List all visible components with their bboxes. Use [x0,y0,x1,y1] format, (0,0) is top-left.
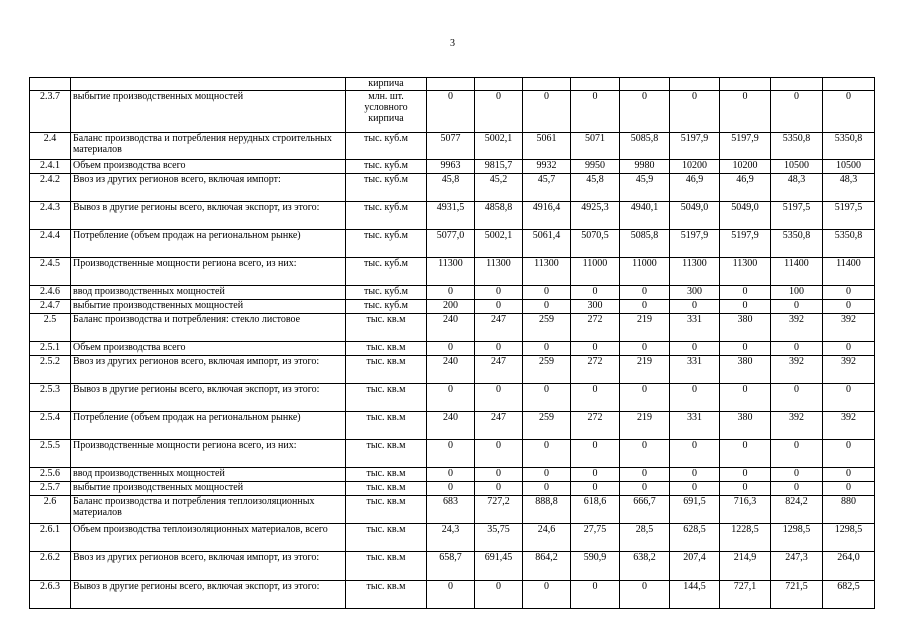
value-cell: 824,2 [771,496,823,524]
value-cell: 0 [571,482,620,496]
value-cell: 0 [427,91,475,133]
row-code: 2.5.6 [30,468,71,482]
value-cell: 219 [620,314,670,342]
table-row [30,230,875,258]
row-name: Ввоз из других регионов всего, включая импорт, из этого: [71,356,346,384]
value-cell: 5197,5 [823,202,875,230]
value-cell: 0 [523,581,571,609]
value-cell: 0 [720,468,771,482]
value-cell: 0 [720,91,771,133]
row-code: 2.5.7 [30,482,71,496]
value-cell: 5077,0 [427,230,475,258]
row-unit: тыс. кв.м [346,581,427,609]
table-row [30,412,875,440]
row-code: 2.4.6 [30,286,71,300]
table-row [30,482,875,496]
row-unit: тыс. куб.м [346,133,427,160]
row-unit: тыс. кв.м [346,496,427,524]
row-code: 2.4 [30,133,71,160]
row-name: ввод производственных мощностей [71,468,346,482]
value-cell: 0 [620,286,670,300]
row-code: 2.6 [30,496,71,524]
value-cell: 5061 [523,133,571,160]
value-cell: 0 [523,440,571,468]
table-row [30,552,875,581]
row-name: выбытие производственных мощностей [71,300,346,314]
value-cell: 272 [571,412,620,440]
value-cell: 0 [670,440,720,468]
value-cell: 207,4 [670,552,720,581]
value-cell: 24,6 [523,524,571,552]
value-cell: 0 [427,468,475,482]
value-cell: 0 [620,384,670,412]
value-cell: 100 [771,286,823,300]
value-cell: 272 [571,356,620,384]
value-cell: 392 [823,314,875,342]
value-cell: 0 [823,342,875,356]
value-cell: 272 [571,314,620,342]
value-cell: 5197,9 [720,133,771,160]
row-unit: тыс. куб.м [346,202,427,230]
row-unit: тыс. куб.м [346,230,427,258]
value-cell: 10200 [720,160,771,174]
value-cell: 0 [720,300,771,314]
value-cell: 5002,1 [475,133,523,160]
value-cell: 264,0 [823,552,875,581]
value-cell [771,78,823,91]
value-cell: 247,3 [771,552,823,581]
value-cell: 0 [475,440,523,468]
row-name: Баланс производства и потребления: стекло листовое [71,314,346,342]
value-cell: 0 [823,468,875,482]
table-row [30,300,875,314]
value-cell [571,78,620,91]
row-unit: тыс. кв.м [346,314,427,342]
table-row [30,342,875,356]
value-cell: 5197,9 [720,230,771,258]
row-unit: тыс. кв.м [346,468,427,482]
value-cell: 380 [720,356,771,384]
value-cell: 5350,8 [771,230,823,258]
row-code: 2.3.7 [30,91,71,133]
value-cell [670,78,720,91]
row-code: 2.6.1 [30,524,71,552]
balance-table [29,77,875,609]
value-cell: 5350,8 [823,230,875,258]
row-unit: тыс. куб.м [346,258,427,286]
value-cell: 638,2 [620,552,670,581]
value-cell: 683 [427,496,475,524]
value-cell: 0 [771,440,823,468]
value-cell: 9950 [571,160,620,174]
value-cell: 11000 [620,258,670,286]
value-cell: 1228,5 [720,524,771,552]
value-cell: 219 [620,412,670,440]
row-code: 2.4.3 [30,202,71,230]
value-cell: 392 [823,412,875,440]
value-cell: 0 [427,581,475,609]
value-cell: 247 [475,356,523,384]
row-name: Баланс производства и потребления теплоизоляционных материалов [71,496,346,524]
value-cell: 0 [771,91,823,133]
value-cell: 0 [720,440,771,468]
value-cell: 5197,5 [771,202,823,230]
table-row [30,160,875,174]
value-cell: 0 [720,342,771,356]
value-cell: 0 [475,468,523,482]
value-cell: 0 [670,482,720,496]
row-unit: тыс. кв.м [346,440,427,468]
value-cell: 682,5 [823,581,875,609]
row-code: 2.4.2 [30,174,71,202]
value-cell: 46,9 [670,174,720,202]
value-cell: 0 [523,91,571,133]
table-row [30,91,875,133]
value-cell: 0 [427,384,475,412]
value-cell: 27,75 [571,524,620,552]
value-cell: 0 [523,468,571,482]
value-cell: 300 [670,286,720,300]
row-name: Ввоз из других регионов всего, включая импорт: [71,174,346,202]
row-unit: тыс. кв.м [346,524,427,552]
value-cell: 0 [571,286,620,300]
value-cell: 0 [823,91,875,133]
value-cell: 11300 [523,258,571,286]
value-cell: 0 [771,482,823,496]
table-row [30,524,875,552]
value-cell: 144,5 [670,581,720,609]
value-cell: 5002,1 [475,230,523,258]
value-cell: 11400 [823,258,875,286]
row-name: Производственные мощности региона всего, из них: [71,258,346,286]
value-cell: 628,5 [670,524,720,552]
value-cell: 0 [670,468,720,482]
table-row [30,258,875,286]
row-code: 2.4.7 [30,300,71,314]
value-cell: 259 [523,356,571,384]
value-cell: 666,7 [620,496,670,524]
value-cell: 219 [620,356,670,384]
value-cell: 0 [620,342,670,356]
value-cell: 0 [670,384,720,412]
value-cell: 392 [823,356,875,384]
value-cell: 11000 [571,258,620,286]
value-cell: 0 [620,300,670,314]
table-row [30,78,875,91]
value-cell: 0 [523,342,571,356]
value-cell: 380 [720,314,771,342]
value-cell: 0 [475,286,523,300]
value-cell: 590,9 [571,552,620,581]
value-cell: 259 [523,412,571,440]
row-code: 2.4.1 [30,160,71,174]
value-cell: 11300 [475,258,523,286]
value-cell: 0 [620,482,670,496]
value-cell: 4940,1 [620,202,670,230]
value-cell: 240 [427,412,475,440]
value-cell: 200 [427,300,475,314]
value-cell: 45,7 [523,174,571,202]
value-cell: 9963 [427,160,475,174]
value-cell: 10500 [823,160,875,174]
table-row [30,133,875,160]
value-cell: 0 [823,300,875,314]
row-unit: кирпича [346,78,427,91]
value-cell: 0 [475,581,523,609]
value-cell: 24,3 [427,524,475,552]
value-cell: 35,75 [475,524,523,552]
table-row [30,581,875,609]
value-cell: 5350,8 [771,133,823,160]
value-cell: 880 [823,496,875,524]
value-cell [523,78,571,91]
value-cell: 9932 [523,160,571,174]
value-cell: 259 [523,314,571,342]
value-cell: 331 [670,314,720,342]
table-row [30,496,875,524]
value-cell: 247 [475,412,523,440]
value-cell [620,78,670,91]
value-cell: 0 [475,482,523,496]
table-row [30,314,875,342]
value-cell: 392 [771,412,823,440]
value-cell: 9815,7 [475,160,523,174]
row-name: Вывоз в другие регионы всего, включая экспорт, из этого: [71,581,346,609]
value-cell: 331 [670,356,720,384]
row-unit: тыс. кв.м [346,384,427,412]
row-name: Вывоз в другие регионы всего, включая экспорт, из этого: [71,384,346,412]
value-cell: 618,6 [571,496,620,524]
value-cell: 0 [823,440,875,468]
value-cell [475,78,523,91]
table-row [30,286,875,300]
value-cell: 240 [427,314,475,342]
value-cell: 0 [620,91,670,133]
row-code: 2.5.1 [30,342,71,356]
value-cell: 45,8 [427,174,475,202]
row-unit: тыс. кв.м [346,412,427,440]
value-cell: 5049,0 [670,202,720,230]
value-cell: 0 [670,342,720,356]
value-cell: 0 [720,482,771,496]
value-cell: 721,5 [771,581,823,609]
value-cell: 5085,8 [620,133,670,160]
value-cell: 0 [523,384,571,412]
row-unit: тыс. куб.м [346,160,427,174]
value-cell: 11400 [771,258,823,286]
value-cell: 0 [771,384,823,412]
row-name: Вывоз в другие регионы всего, включая экспорт, из этого: [71,202,346,230]
row-unit: тыс. куб.м [346,174,427,202]
value-cell: 658,7 [427,552,475,581]
value-cell: 300 [571,300,620,314]
value-cell: 240 [427,356,475,384]
value-cell: 0 [475,384,523,412]
value-cell: 0 [427,482,475,496]
row-unit: тыс. кв.м [346,552,427,581]
value-cell: 0 [475,300,523,314]
value-cell: 0 [523,286,571,300]
table-row [30,468,875,482]
row-name: Объем производства теплоизоляционных материалов, всего [71,524,346,552]
value-cell: 0 [771,342,823,356]
value-cell: 888,8 [523,496,571,524]
value-cell: 0 [620,440,670,468]
table-row [30,356,875,384]
row-unit: тыс. куб.м [346,286,427,300]
value-cell: 5077 [427,133,475,160]
value-cell: 0 [523,300,571,314]
page-number: 3 [450,38,455,49]
value-cell: 716,3 [720,496,771,524]
row-unit: млн. шт. условного кирпича [346,91,427,133]
value-cell: 0 [427,286,475,300]
value-cell: 0 [475,91,523,133]
value-cell: 0 [571,384,620,412]
value-cell: 0 [620,468,670,482]
row-code: 2.5.5 [30,440,71,468]
value-cell: 0 [720,286,771,300]
value-cell: 0 [571,440,620,468]
row-code: 2.5.4 [30,412,71,440]
value-cell: 727,2 [475,496,523,524]
value-cell: 0 [571,581,620,609]
row-name: Баланс производства и потребления нерудных строительных материалов [71,133,346,160]
value-cell: 0 [771,300,823,314]
row-unit: тыс. куб.м [346,300,427,314]
row-name: Объем производства всего [71,342,346,356]
row-code: 2.5 [30,314,71,342]
value-cell: 5350,8 [823,133,875,160]
value-cell: 0 [427,440,475,468]
value-cell: 0 [571,468,620,482]
value-cell: 1298,5 [823,524,875,552]
value-cell: 5049,0 [720,202,771,230]
value-cell: 9980 [620,160,670,174]
row-unit: тыс. кв.м [346,356,427,384]
row-name: Объем производства всего [71,160,346,174]
value-cell: 0 [670,300,720,314]
row-unit: тыс. кв.м [346,342,427,356]
value-cell: 45,9 [620,174,670,202]
value-cell: 5071 [571,133,620,160]
value-cell: 727,1 [720,581,771,609]
value-cell: 4931,5 [427,202,475,230]
row-name: выбытие производственных мощностей [71,91,346,133]
value-cell: 11300 [670,258,720,286]
value-cell: 0 [427,342,475,356]
value-cell: 0 [620,581,670,609]
value-cell: 1298,5 [771,524,823,552]
row-name: Потребление (объем продаж на региональном рынке) [71,230,346,258]
table-row [30,202,875,230]
value-cell: 11300 [427,258,475,286]
value-cell: 45,8 [571,174,620,202]
row-name [71,78,346,91]
value-cell: 0 [823,384,875,412]
value-cell: 5197,9 [670,133,720,160]
row-code: 2.4.4 [30,230,71,258]
row-name: Ввоз из других регионов всего, включая импорт, из этого: [71,552,346,581]
value-cell: 46,9 [720,174,771,202]
value-cell: 5085,8 [620,230,670,258]
value-cell: 0 [720,384,771,412]
value-cell: 331 [670,412,720,440]
row-code [30,78,71,91]
row-code: 2.6.3 [30,581,71,609]
value-cell: 0 [571,91,620,133]
value-cell: 0 [670,91,720,133]
value-cell: 0 [823,286,875,300]
value-cell: 0 [571,342,620,356]
value-cell: 0 [475,342,523,356]
value-cell: 5197,9 [670,230,720,258]
row-name: ввод производственных мощностей [71,286,346,300]
value-cell: 5070,5 [571,230,620,258]
value-cell: 10200 [670,160,720,174]
value-cell: 214,9 [720,552,771,581]
value-cell: 4858,8 [475,202,523,230]
value-cell: 48,3 [771,174,823,202]
value-cell: 11300 [720,258,771,286]
row-code: 2.4.5 [30,258,71,286]
value-cell: 48,3 [823,174,875,202]
row-code: 2.5.2 [30,356,71,384]
value-cell: 45,2 [475,174,523,202]
row-code: 2.6.2 [30,552,71,581]
row-name: Производственные мощности региона всего, из них: [71,440,346,468]
value-cell: 380 [720,412,771,440]
value-cell: 28,5 [620,524,670,552]
row-unit: тыс. кв.м [346,482,427,496]
row-name: выбытие производственных мощностей [71,482,346,496]
value-cell: 0 [523,482,571,496]
value-cell: 10500 [771,160,823,174]
table-row [30,174,875,202]
table-row [30,440,875,468]
value-cell: 392 [771,356,823,384]
value-cell: 392 [771,314,823,342]
value-cell: 691,5 [670,496,720,524]
value-cell [427,78,475,91]
value-cell [823,78,875,91]
value-cell: 864,2 [523,552,571,581]
value-cell: 247 [475,314,523,342]
value-cell: 4916,4 [523,202,571,230]
value-cell: 0 [823,482,875,496]
value-cell: 5061,4 [523,230,571,258]
row-code: 2.5.3 [30,384,71,412]
row-name: Потребление (объем продаж на региональном рынке) [71,412,346,440]
value-cell: 4925,3 [571,202,620,230]
table-row [30,384,875,412]
value-cell: 0 [771,468,823,482]
value-cell [720,78,771,91]
value-cell: 691,45 [475,552,523,581]
